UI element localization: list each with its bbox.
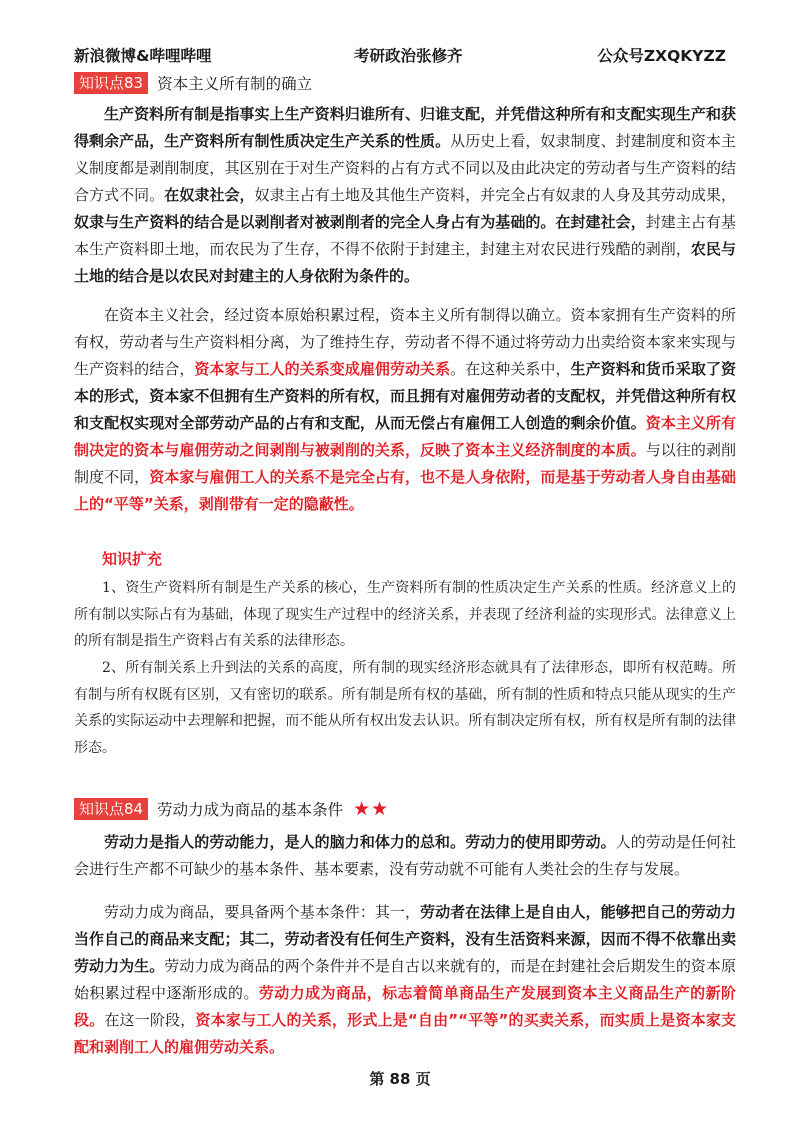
knowledge-point-title: 劳动力成为商品的基本条件 xyxy=(157,801,344,819)
knowledge-point-tag: 知识点84 xyxy=(74,798,148,820)
kp83-paragraph-1 xyxy=(74,101,736,290)
page-header xyxy=(74,44,726,68)
text-run: 农民与土地的结合是以农民对封建主的人身依附为条件的。 xyxy=(74,240,736,285)
knowledge-point-title: 资本主义所有制的确立 xyxy=(157,75,313,93)
text-run: 资本家与工人的关系，形式上是“自由”“平等”的买卖关系，而实质上是资本家支配和剥削工人的雇佣劳动关系。 xyxy=(74,1011,736,1056)
text-run: 在资本主义社会，经过资本原始积累过程，资本主义所有制得以确立。资本家拥有生产资料的所有权，劳动者与生产资料相分离，为了维持生存，劳动者不得不通过将劳动力出卖给资本家来实现与生产资料的结合， xyxy=(74,306,736,378)
text-run: 资本主义所有制决定的资本与雇佣劳动之间剥削与被剥削的关系，反映了资本主义经济制度的本质。 xyxy=(74,414,736,459)
text-run: 资本家与雇佣工人的关系不是完全占有，也不是人身依附，而是基于劳动者人身自由基础上的“平等”关系，剥削带有一定的隐蔽性。 xyxy=(74,468,736,513)
kp84-paragraph-2 xyxy=(74,899,736,1061)
kp84-paragraph-1 xyxy=(74,829,736,883)
text-run: 资本家与工人的关系变成雇佣劳动关系 xyxy=(194,360,451,378)
text-run: 奴隶主占有土地及其他生产资料，并完全占有奴隶的人身及其劳动成果， xyxy=(254,186,736,204)
text-run: 。在这种关系中， xyxy=(450,360,571,378)
text-run: 与以往的剥削制度不同， xyxy=(74,441,736,486)
text-run: 生产资料和货币采取了资本的形式，资本家不但拥有生产资料的所有权，而且拥有对雇佣劳动者的支配权，并凭借这种所有权和支配权实现对全部劳动产品的占有和支配，从而无偿占有雇佣工人创造的剩余价值。 xyxy=(74,360,736,432)
text-run: 劳动力成为商品的两个条件并不是自古以来就有的，而是在封建社会后期发生的资本原始积累过程中逐渐形成的。 xyxy=(74,957,736,1002)
extension-title: 知识扩充 xyxy=(102,550,163,568)
text-run: 在这一阶段， xyxy=(104,1011,196,1029)
header-wechat-account: 公众号ZXQKYZZ xyxy=(597,47,726,65)
text-run: 在奴隶社会， xyxy=(164,186,255,204)
header-weibo-bilibili: 新浪微博&哔哩哔哩 xyxy=(74,47,212,65)
page-number: 第 88 页 xyxy=(369,1070,431,1088)
star-rating-icon: ★★ xyxy=(353,798,390,820)
text-run: 生产资料所有制是指事实上生产资料归谁所有、归谁支配，并凭借这种所有和支配实现生产和获得剩余产品，生产资料所有制性质决定生产关系的性质。 xyxy=(74,105,736,150)
text-run: 劳动力成为商品，标志着简单商品生产发展到资本主义商品生产的新阶段。 xyxy=(74,984,736,1029)
text-run: 人的劳动是任何社会进行生产都不可缺少的基本条件、基本要素，没有劳动就不可能有人类社会的生存与发展。 xyxy=(74,833,736,878)
header-author: 考研政治张修齐 xyxy=(354,47,463,65)
text-run: 劳动力是指人的劳动能力，是人的脑力和体力的总和。劳动力的使用即劳动。 xyxy=(104,833,616,851)
kp83-paragraph-2 xyxy=(74,302,736,518)
text-run: 在封建社会， xyxy=(555,213,646,231)
extension-item-1: 1、资生产资料所有制是生产关系的核心，生产资料所有制的性质决定生产关系的性质。经济意义上的所有制以实际占有为基础，体现了现实生产过程中的经济关系，并表现了经济利益的实现形式。法律意义上的所有制是指生产资料占有关系的法律形态。 xyxy=(74,580,736,649)
knowledge-point-84-heading xyxy=(74,798,389,820)
text-run: 奴隶与生产资料的结合是以剥削者对被剥削者的完全人身占有为基础的。 xyxy=(74,213,556,231)
text-run: 从历史上看，奴隶制度、封建制度和资本主义制度都是剥削制度，其区别在于对生产资料的占有方式不同以及由此决定的劳动者与生产资料的结合方式不同。 xyxy=(74,132,736,204)
text-run: 封建主占有基本生产资料即土地，而农民为了生存，不得不依附于封建主，封建主对农民进行残酷的剥削， xyxy=(74,213,736,258)
text-run: 劳动者在法律上是自由人，能够把自己的劳动力当作自己的商品来支配；其二，劳动者没有任何生产资料，没有生活资料来源，因而不得不依靠出卖劳动力为生。 xyxy=(74,903,736,975)
extension-item-2: 2、所有制关系上升到法的关系的高度，所有制的现实经济形态就具有了法律形态，即所有权范畴。所有制与所有权既有区别，又有密切的联系。所有制是所有权的基础，所有制的性质和特点只能从现实的生产关系的实际运动中去理解和把握，而不能从所有权出发去认识。所有制决定所有权，所有权是所有制的法律形态。 xyxy=(74,660,736,756)
knowledge-point-83-heading xyxy=(74,72,312,94)
text-run: 劳动力成为商品，要具备两个基本条件：其一， xyxy=(104,903,421,921)
knowledge-point-tag: 知识点83 xyxy=(74,72,148,94)
